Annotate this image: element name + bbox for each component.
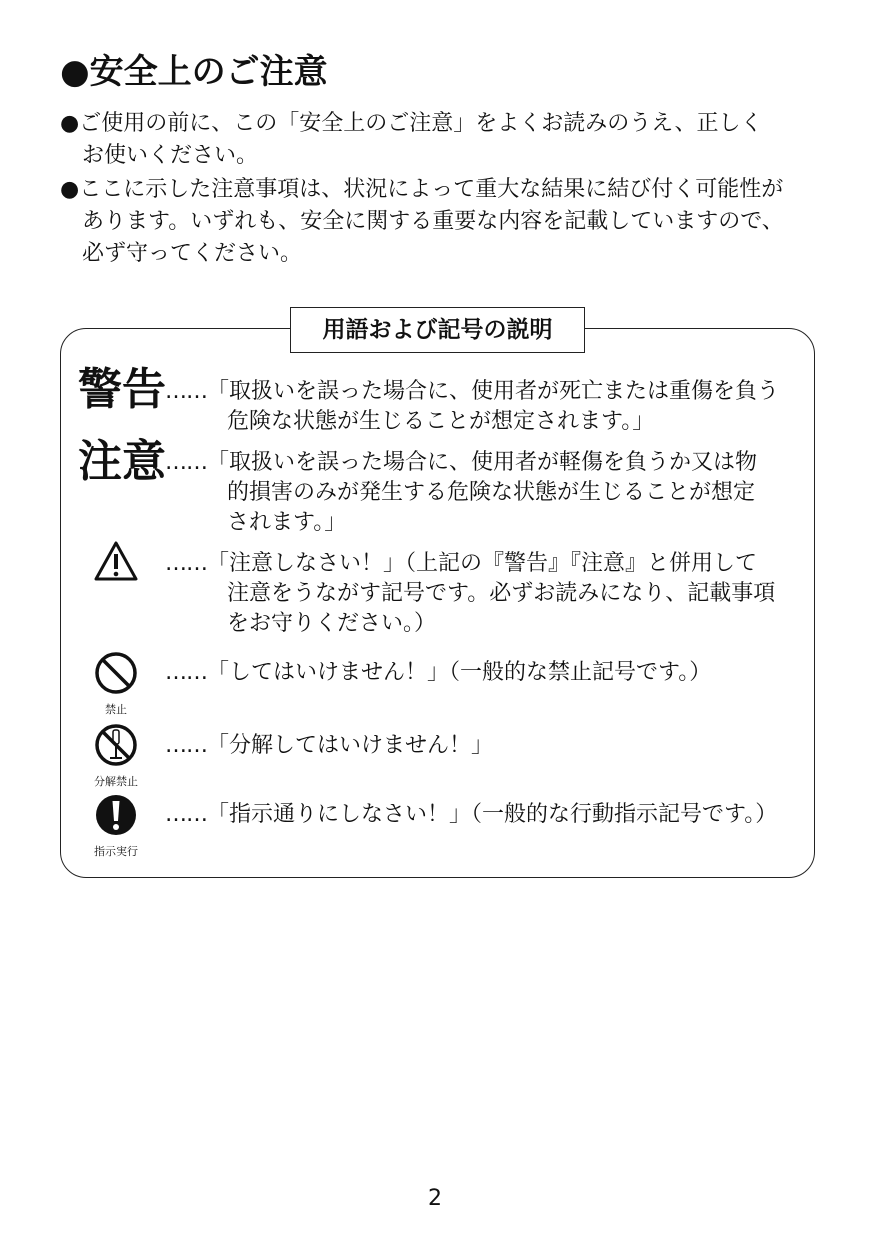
leader-dots: ……	[165, 551, 207, 576]
desc-line: 「取扱いを誤った場合に、使用者が死亡または重傷を負う	[207, 379, 780, 404]
page-title: ●安全上のご注意	[60, 52, 328, 92]
term-warning: 警告	[78, 364, 166, 415]
prohibited-icon	[86, 651, 146, 717]
intro-line: 必ず守ってください。	[82, 241, 303, 266]
desc-line: 「注意しなさい！」（上記の『警告』『注意』と併用して	[207, 551, 758, 576]
desc-line: 危険な状態が生じることが想定されます。」	[227, 409, 655, 434]
leader-dots: ……	[165, 733, 207, 758]
leader-dots: ……	[165, 450, 207, 475]
no-disassembly-icon	[86, 723, 146, 789]
desc-line: 的損害のみが発生する危険な状態が生じることが想定	[227, 480, 756, 505]
icon-caption: 分解禁止	[94, 775, 138, 788]
leader-dots: ……	[165, 802, 207, 827]
legend-item-caution	[165, 448, 757, 538]
intro-line: お使いください。	[82, 143, 259, 168]
desc-line: 「取扱いを誤った場合に、使用者が軽傷を負うか又は物	[207, 450, 758, 475]
desc-line: 「指示通りにしなさい！」（一般的な行動指示記号です。）	[207, 802, 778, 827]
desc-line: 注意をうながす記号です。必ずお読みになり、記載事項	[227, 581, 776, 606]
desc-line: 「分解してはいけません！」	[207, 733, 494, 758]
intro-paragraph	[60, 174, 784, 270]
leader-dots: ……	[165, 379, 207, 404]
legend-item-prohibited	[165, 658, 711, 688]
legend-item-no-disassembly	[165, 731, 493, 761]
legend-item-mandatory	[165, 800, 777, 830]
desc-line: 「してはいけません！」（一般的な禁止記号です。）	[207, 660, 712, 685]
intro-line: ●ご使用の前に、この「安全上のご注意」をよくお読みのうえ、正しく	[60, 111, 763, 136]
icon-caption: 指示実行	[94, 845, 138, 858]
intro-line: ●ここに示した注意事項は、状況によって重大な結果に結び付く可能性が	[60, 177, 784, 202]
legend-item-attention	[165, 549, 775, 639]
icon-caption: 禁止	[105, 703, 127, 716]
intro-paragraph	[60, 108, 763, 172]
desc-line: をお守りください。）	[227, 611, 437, 636]
intro-line: あります。いずれも、安全に関する重要な内容を記載していますので、	[82, 209, 784, 234]
leader-dots: ……	[165, 660, 207, 685]
term-caution: 注意	[78, 436, 166, 487]
legend-heading: 用語および記号の説明	[290, 307, 585, 353]
warning-triangle-icon	[86, 540, 146, 586]
legend-item-warning	[165, 377, 779, 437]
desc-line: されます。」	[227, 510, 347, 535]
page-number: 2	[428, 1186, 442, 1211]
mandatory-action-icon	[86, 793, 146, 859]
